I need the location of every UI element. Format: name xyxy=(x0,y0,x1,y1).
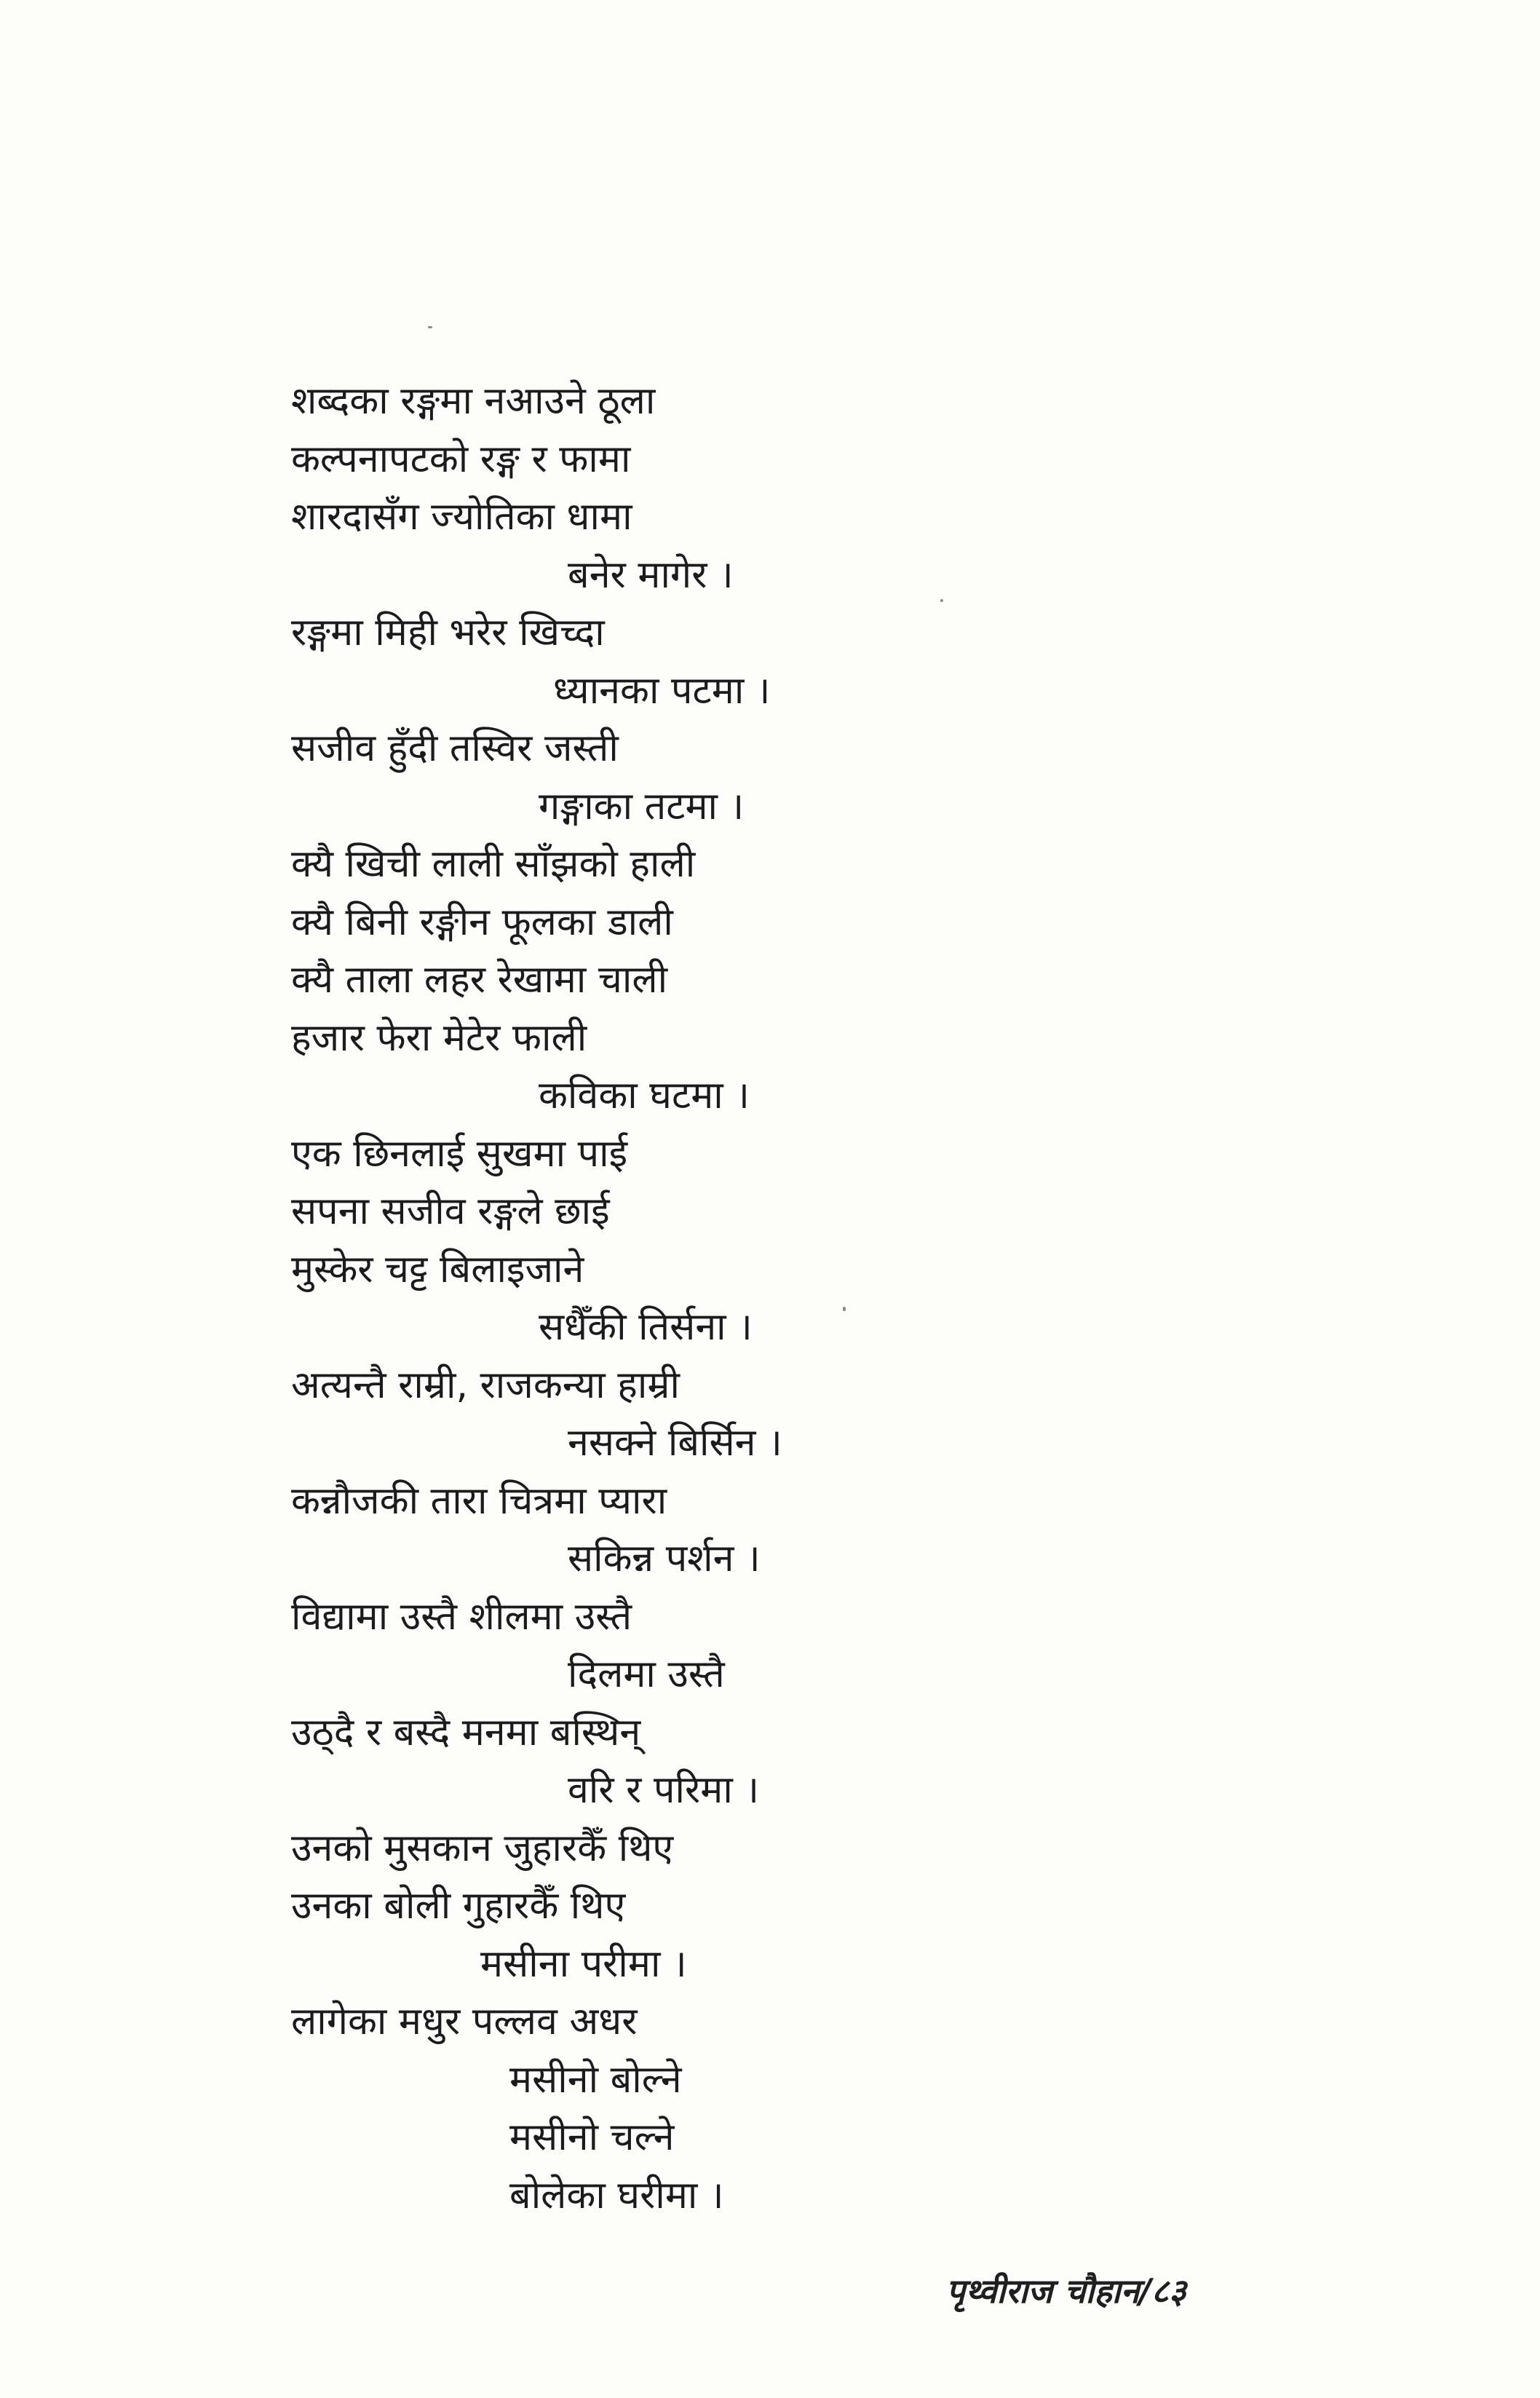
poem-line: क्यै खिची लाली साँझको हाली xyxy=(291,842,696,886)
running-footer: पृथ्वीराज चौहान/८३ xyxy=(946,2271,1186,2311)
poem-line-indented: सधैँकी तिर्सना । xyxy=(539,1305,753,1349)
poem-line: शब्दका रङ्गमा नआउने ठूला xyxy=(291,379,656,423)
poem-line: सपना सजीव रङ्गले छाई xyxy=(291,1190,610,1233)
poem-line-indented: सकिन्न पर्शन । xyxy=(568,1537,761,1580)
poem-line: उनको मुसकान जुहारकैँ थिए xyxy=(291,1826,674,1870)
poem-line-indented: ध्यानका पटमा । xyxy=(553,668,771,713)
poem-line-indented: कविका घटमा । xyxy=(539,1074,750,1117)
poem-line: कन्नौजकी तारा चित्रमा प्यारा xyxy=(291,1479,667,1523)
poem-line: क्यै ताला लहर रेखामा चाली xyxy=(291,958,668,1002)
poem-line: रङ्गमा मिही भरेर खिच्दा xyxy=(291,611,605,654)
poem-line-indented: नसक्ने बिर्सिन । xyxy=(568,1421,782,1465)
poem-line: मुस्केर चट्ट बिलाइजाने xyxy=(291,1247,584,1291)
poem-line-indented: गङ्गाका तटमा । xyxy=(539,784,745,828)
poem-line-indented: मसीनो बोल्ने xyxy=(509,2057,682,2102)
poem-line-indented: मसीनो चल्ने xyxy=(509,2116,675,2159)
poem-line-indented: वरि र परिमा । xyxy=(568,1768,760,1812)
poem-line-indented: बोलेका घरीमा । xyxy=(509,2173,724,2217)
poem-line-indented: बनेर मागेर । xyxy=(568,553,734,597)
poem-line: एक छिनलाई सुखमा पाई xyxy=(291,1131,628,1176)
poem-line: शारदासँग ज्योतिका धामा xyxy=(291,495,632,539)
poem xyxy=(291,373,1281,2225)
poem-line: उनका बोली गुहारकैँ थिए xyxy=(291,1884,626,1928)
poem-line: अत्यन्तै राम्री, राजकन्या हाम्री xyxy=(291,1363,680,1407)
poem-line-indented: दिलमा उस्तै xyxy=(568,1653,725,1696)
poem-line: लागेका मधुर पल्लव अधर xyxy=(291,2000,638,2043)
poem-line: विद्यामा उस्तै शीलमा उस्तै xyxy=(291,1594,632,1639)
poem-line: सजीव हुँदी तस्विर जस्ती xyxy=(291,727,619,770)
poem-line: कल्पनापटको रङ्ग र फामा xyxy=(291,437,631,481)
poem-line: हजार फेरा मेटेर फाली xyxy=(291,1016,587,1060)
poem-line: उठ्दै र बस्दै मनमा बस्थिन् xyxy=(291,1710,641,1754)
poem-line-indented: मसीना परीमा । xyxy=(480,1942,687,1986)
poem-line: क्यै बिनी रङ्गीन फूलका डाली xyxy=(291,900,673,944)
scan-speck xyxy=(428,326,432,328)
